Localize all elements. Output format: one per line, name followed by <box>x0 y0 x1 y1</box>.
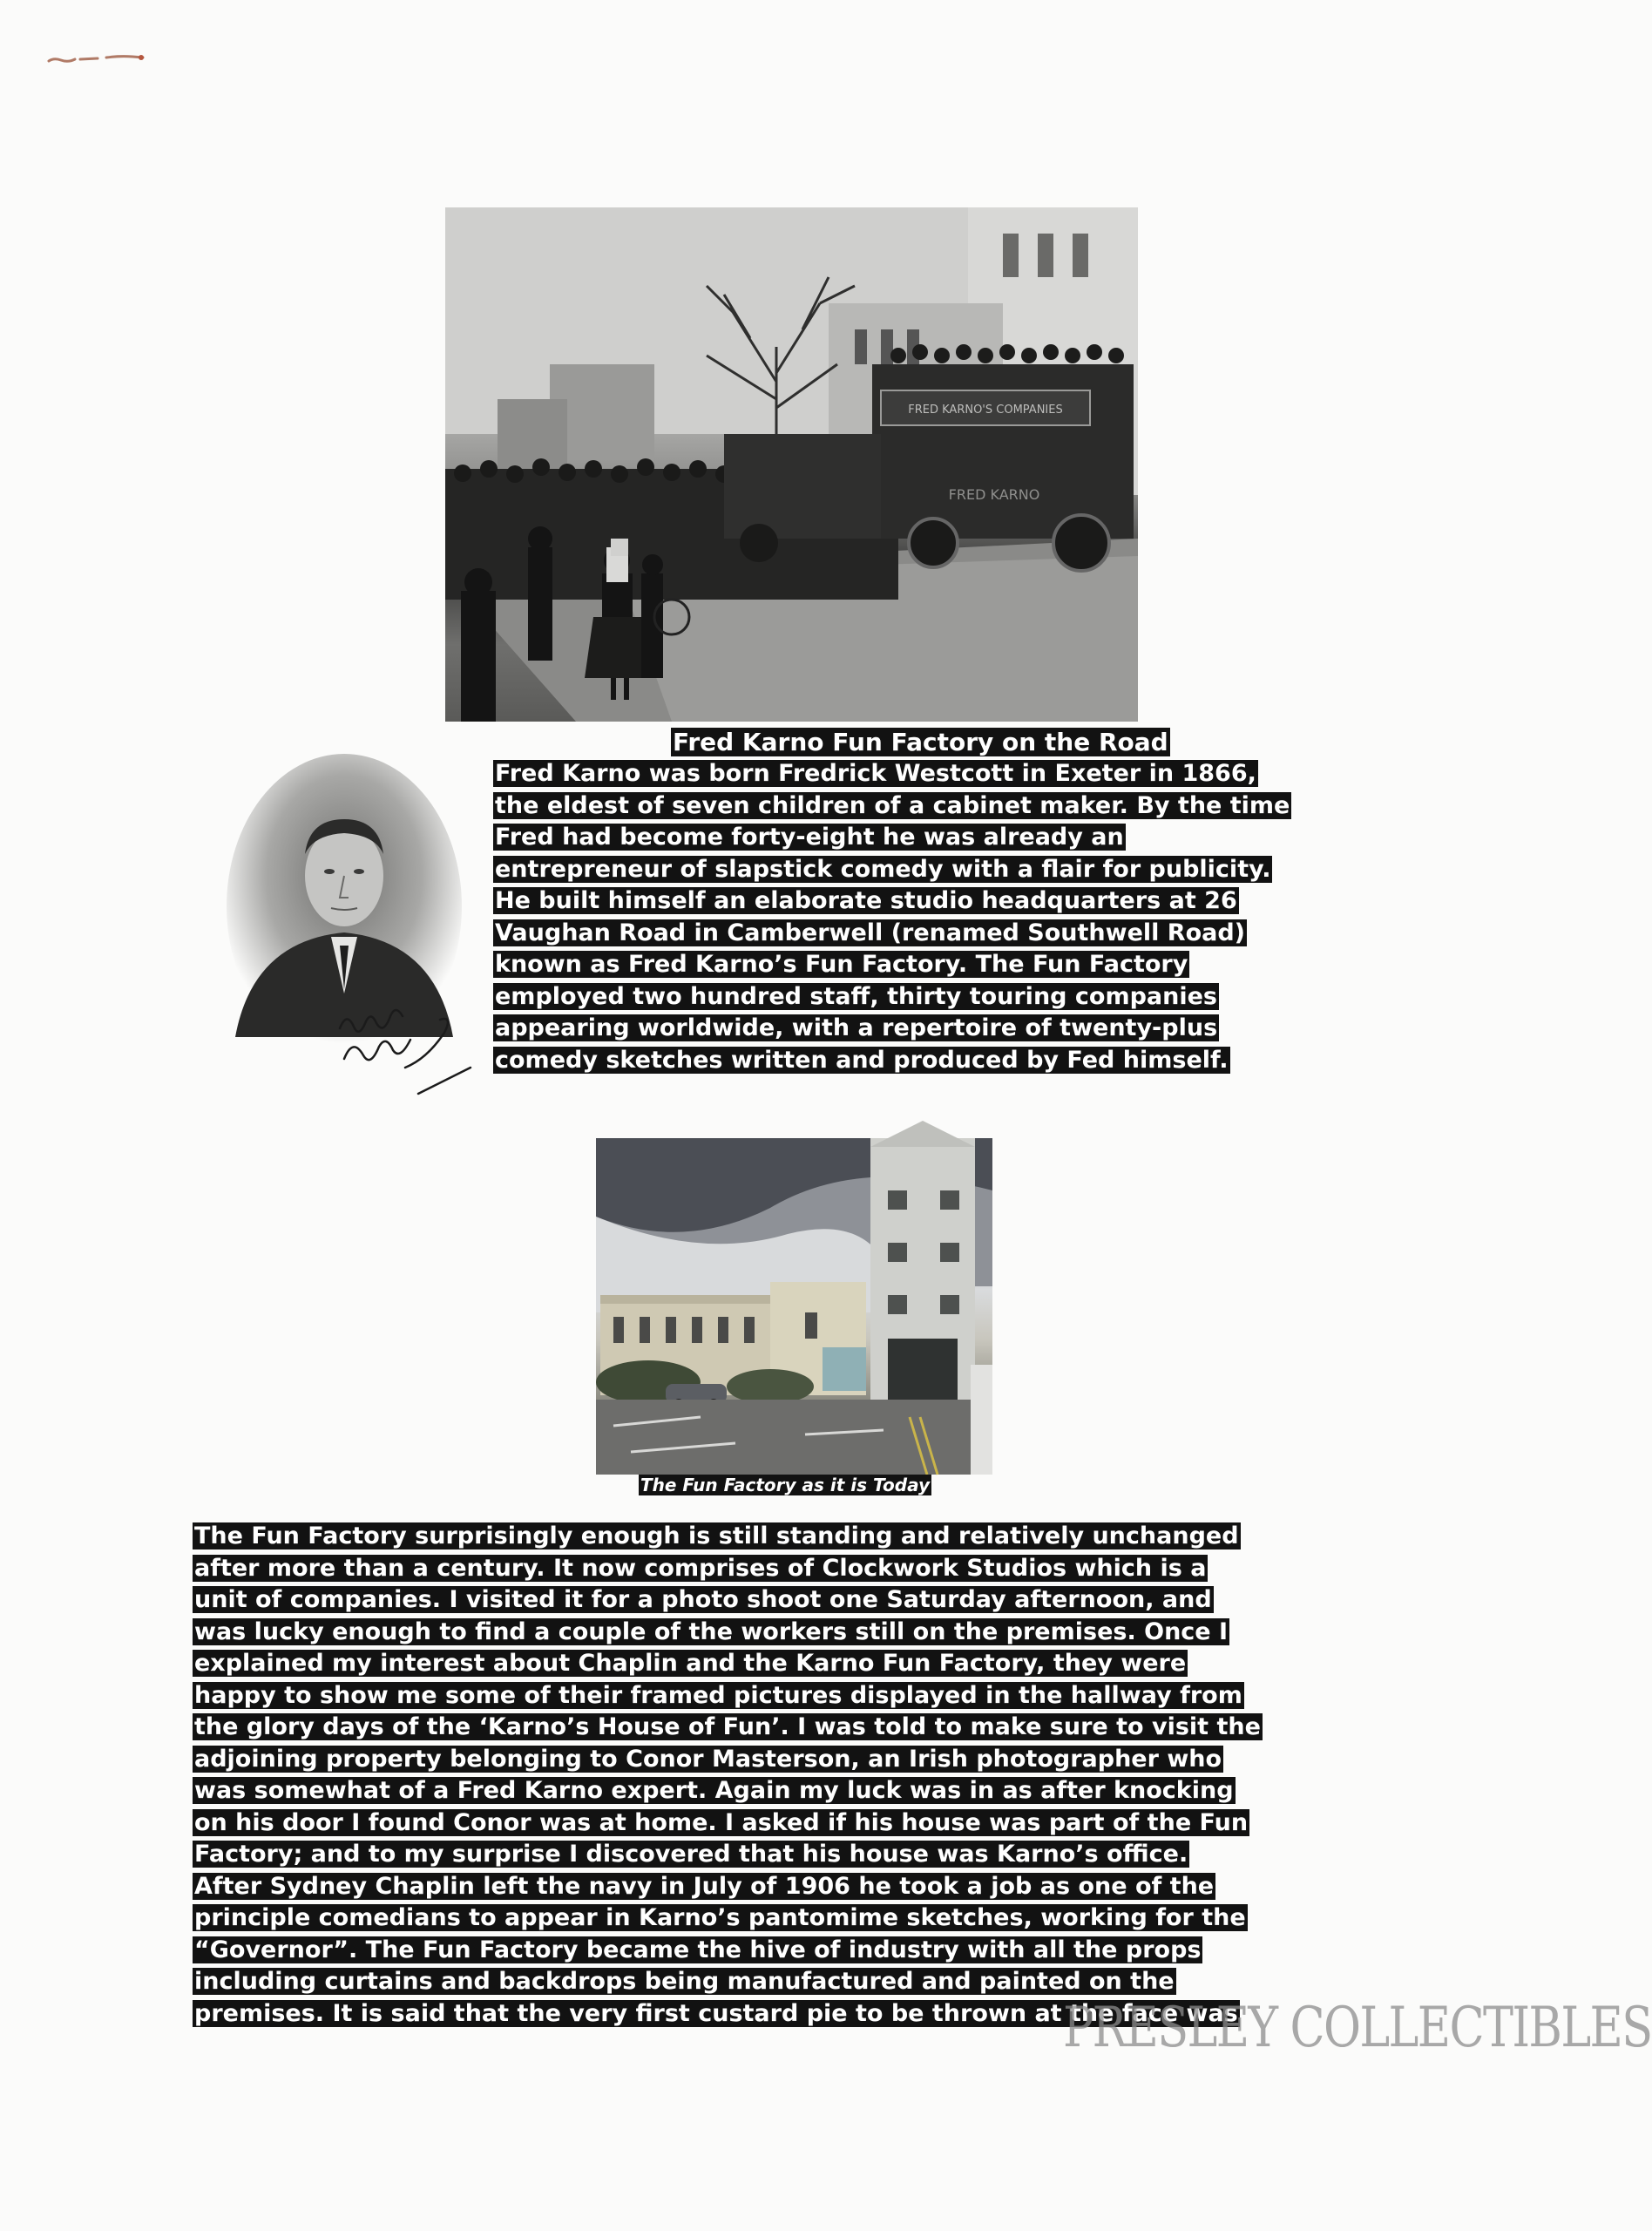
biography-line <box>493 758 1291 790</box>
biography-line-text: employed two hundred staff, thirty touring companies <box>495 982 1217 1010</box>
biography-line-text: Vaughan Road in Camberwell (renamed Southwell Road) <box>495 919 1246 946</box>
story-line-text: Factory; and to my surprise I discovered that his house was Karno’s office. <box>194 1841 1188 1868</box>
story-line <box>193 1521 1263 1553</box>
road-photo-caption-text: Fred Karno Fun Factory on the Road <box>673 728 1168 756</box>
story-line-text: The Fun Factory surprisingly enough is still standing and relatively unchanged <box>194 1522 1239 1549</box>
story-line <box>193 1871 1263 1903</box>
story-line-text: the glory days of the ‘Karno’s House of Fun’. I was told to make sure to visit the <box>194 1713 1261 1740</box>
biography-line <box>493 885 1291 918</box>
biography-line <box>493 822 1291 854</box>
watermark: PRESLEY COLLECTIBLES <box>1063 1996 1652 2060</box>
story-line <box>193 1744 1263 1776</box>
story-line-text: was somewhat of a Fred Karno expert. Again my luck was in as after knocking <box>194 1777 1234 1804</box>
story-line <box>193 1935 1263 1967</box>
biography-line <box>493 790 1291 823</box>
story-line-text: unit of companies. I visited it for a photo shoot one Saturday afternoon, and <box>194 1586 1212 1613</box>
biography-line-text: known as Fred Karno’s Fun Factory. The Fun Factory <box>495 951 1188 978</box>
biography-line-text: comedy sketches written and produced by Fed himself. <box>495 1046 1229 1074</box>
biography-line-text: Fred Karno was born Fredrick Westcott in Exeter in 1866, <box>495 760 1256 787</box>
story-line-text: happy to show me some of their framed pictures displayed in the hallway from <box>194 1681 1242 1709</box>
bus-side-text: FRED KARNO <box>948 486 1040 503</box>
story-line-text: explained my interest about Chaplin and the Karno Fun Factory, they were <box>194 1650 1187 1677</box>
factory-photo-caption <box>639 1473 931 1497</box>
story-line-text: principle comedians to appear in Karno’s pantomime sketches, working for the <box>194 1904 1246 1931</box>
story-line-text: premises. It is said that the very first custard pie to be thrown at the face was <box>194 1999 1238 2027</box>
biography-line-text: Fred had become forty-eight he was already an <box>495 824 1124 851</box>
story-line-text: “Governor”. The Fun Factory became the hive of industry with all the props <box>194 1936 1202 1963</box>
story-line-text: was lucky enough to find a couple of the workers still on the premises. Once I <box>194 1617 1229 1645</box>
ink-smudge <box>45 51 150 68</box>
biography-line <box>493 1045 1291 1077</box>
biography-line <box>493 949 1291 981</box>
fun-factory-today-photo <box>596 1138 992 1475</box>
story-line <box>193 1712 1263 1744</box>
biography-line <box>493 981 1291 1014</box>
story-line-text: After Sydney Chaplin left the navy in July of 1906 he took a job as one of the <box>194 1872 1215 1900</box>
story-line <box>193 1902 1263 1935</box>
biography-line-text: He built himself an elaborate studio headquarters at 26 <box>495 887 1237 914</box>
factory-photo-caption-text: The Fun Factory as it is Today <box>640 1475 930 1495</box>
story-line-text: after more than a century. It now comprises of Clockwork Studios which is a <box>194 1554 1207 1582</box>
biography-line-text: appearing worldwide, with a repertoire of twenty-plus <box>495 1014 1218 1041</box>
story-line-text: including curtains and backdrops being manufactured and painted on the <box>194 1968 1175 1995</box>
story-line <box>193 1584 1263 1617</box>
story-paragraph <box>193 1521 1263 2030</box>
fred-karno-portrait <box>200 758 497 1107</box>
story-line-text: adjoining property belonging to Conor Masterson, an Irish photographer who <box>194 1745 1222 1773</box>
story-line <box>193 1648 1263 1680</box>
story-line <box>193 1807 1263 1840</box>
bus-sign-text: FRED KARNO'S COMPANIES <box>908 403 1063 417</box>
biography-line <box>493 918 1291 950</box>
biography-paragraph <box>493 758 1291 1076</box>
story-line <box>193 1553 1263 1585</box>
biography-line-text: the eldest of seven children of a cabinet maker. By the time <box>495 791 1290 819</box>
road-photo-caption <box>671 727 1170 758</box>
biography-line <box>493 854 1291 886</box>
story-line <box>193 1775 1263 1807</box>
story-line-text: on his door I found Conor was at home. I asked if his house was part of the Fun <box>194 1808 1249 1836</box>
story-line <box>193 1839 1263 1871</box>
biography-line-text: entrepreneur of slapstick comedy with a flair for publicity. <box>495 855 1271 883</box>
story-line <box>193 1680 1263 1712</box>
story-line <box>193 1617 1263 1649</box>
biography-line <box>493 1013 1291 1045</box>
fun-factory-on-road-photo <box>445 207 1138 722</box>
story-line <box>193 1966 1263 1998</box>
